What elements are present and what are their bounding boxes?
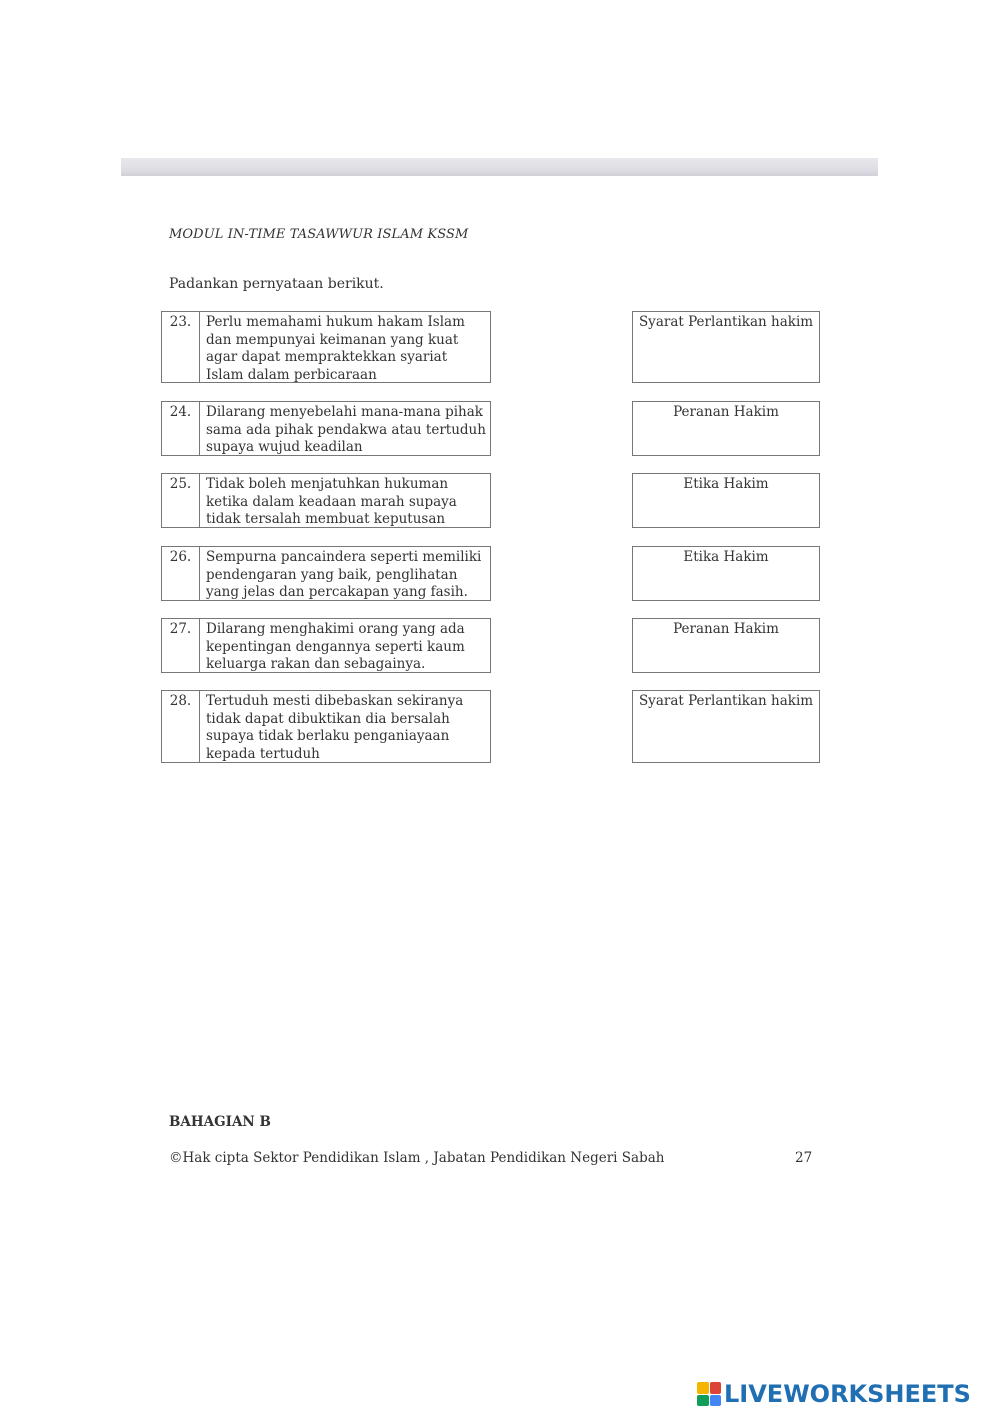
answer-box-3[interactable]: Etika Hakim xyxy=(632,473,820,528)
question-box-25[interactable] xyxy=(161,473,491,528)
answer-box-2[interactable]: Peranan Hakim xyxy=(632,401,820,456)
question-text: Tertuduh mesti dibebaskan sekiranya tidak dapat dibuktikan dia bersalah supaya tidak berlaku penganiayaan kepada tertuduh xyxy=(206,693,464,762)
question-box-26[interactable] xyxy=(161,546,491,601)
liveworksheets-logo-icon xyxy=(697,1382,721,1406)
page-number: 27 xyxy=(795,1150,813,1166)
answer-box-4[interactable]: Etika Hakim xyxy=(632,546,820,601)
answer-box-5[interactable]: Peranan Hakim xyxy=(632,618,820,673)
question-number: 28. xyxy=(162,691,200,762)
brand-name: LIVEWORKSHEETS xyxy=(724,1380,971,1408)
question-text: Dilarang menyebelahi mana-mana pihak sama ada pihak pendakwa atau tertuduh supaya wujud keadilan xyxy=(206,404,486,455)
question-box-23[interactable] xyxy=(161,311,491,383)
question-text: Dilarang menghakimi orang yang ada kepentingan dengannya seperti kaum keluarga rakan dan sebagainya. xyxy=(206,621,465,672)
question-text: Sempurna pancaindera seperti memiliki pendengaran yang baik, penglihatan yang jelas dan percakapan yang fasih. xyxy=(206,549,482,600)
section-label: BAHAGIAN B xyxy=(169,1114,271,1130)
top-gray-bar xyxy=(121,158,878,176)
answer-box-1[interactable]: Syarat Perlantikan hakim xyxy=(632,311,820,383)
question-text: Tidak boleh menjatuhkan hukuman ketika dalam keadaan marah supaya tidak tersalah membuat keputusan xyxy=(206,476,457,527)
liveworksheets-brand[interactable] xyxy=(697,1378,971,1410)
question-text: Perlu memahami hukum hakam Islam dan mempunyai keimanan yang kuat agar dapat mempraktekkan syariat Islam dalam perbicaraan xyxy=(206,314,465,383)
question-box-28[interactable] xyxy=(161,690,491,763)
instruction-text: Padankan pernyataan berikut. xyxy=(169,276,384,292)
question-number: 26. xyxy=(162,547,200,600)
question-number: 24. xyxy=(162,402,200,455)
question-number: 23. xyxy=(162,312,200,382)
answer-box-6[interactable]: Syarat Perlantikan hakim xyxy=(632,690,820,763)
question-box-27[interactable] xyxy=(161,618,491,673)
question-number: 25. xyxy=(162,474,200,527)
question-box-24[interactable] xyxy=(161,401,491,456)
copyright-text: ©Hak cipta Sektor Pendidikan Islam , Jabatan Pendidikan Negeri Sabah xyxy=(169,1150,665,1166)
question-number: 27. xyxy=(162,619,200,672)
module-title: MODUL IN-TIME TASAWWUR ISLAM KSSM xyxy=(169,227,469,242)
